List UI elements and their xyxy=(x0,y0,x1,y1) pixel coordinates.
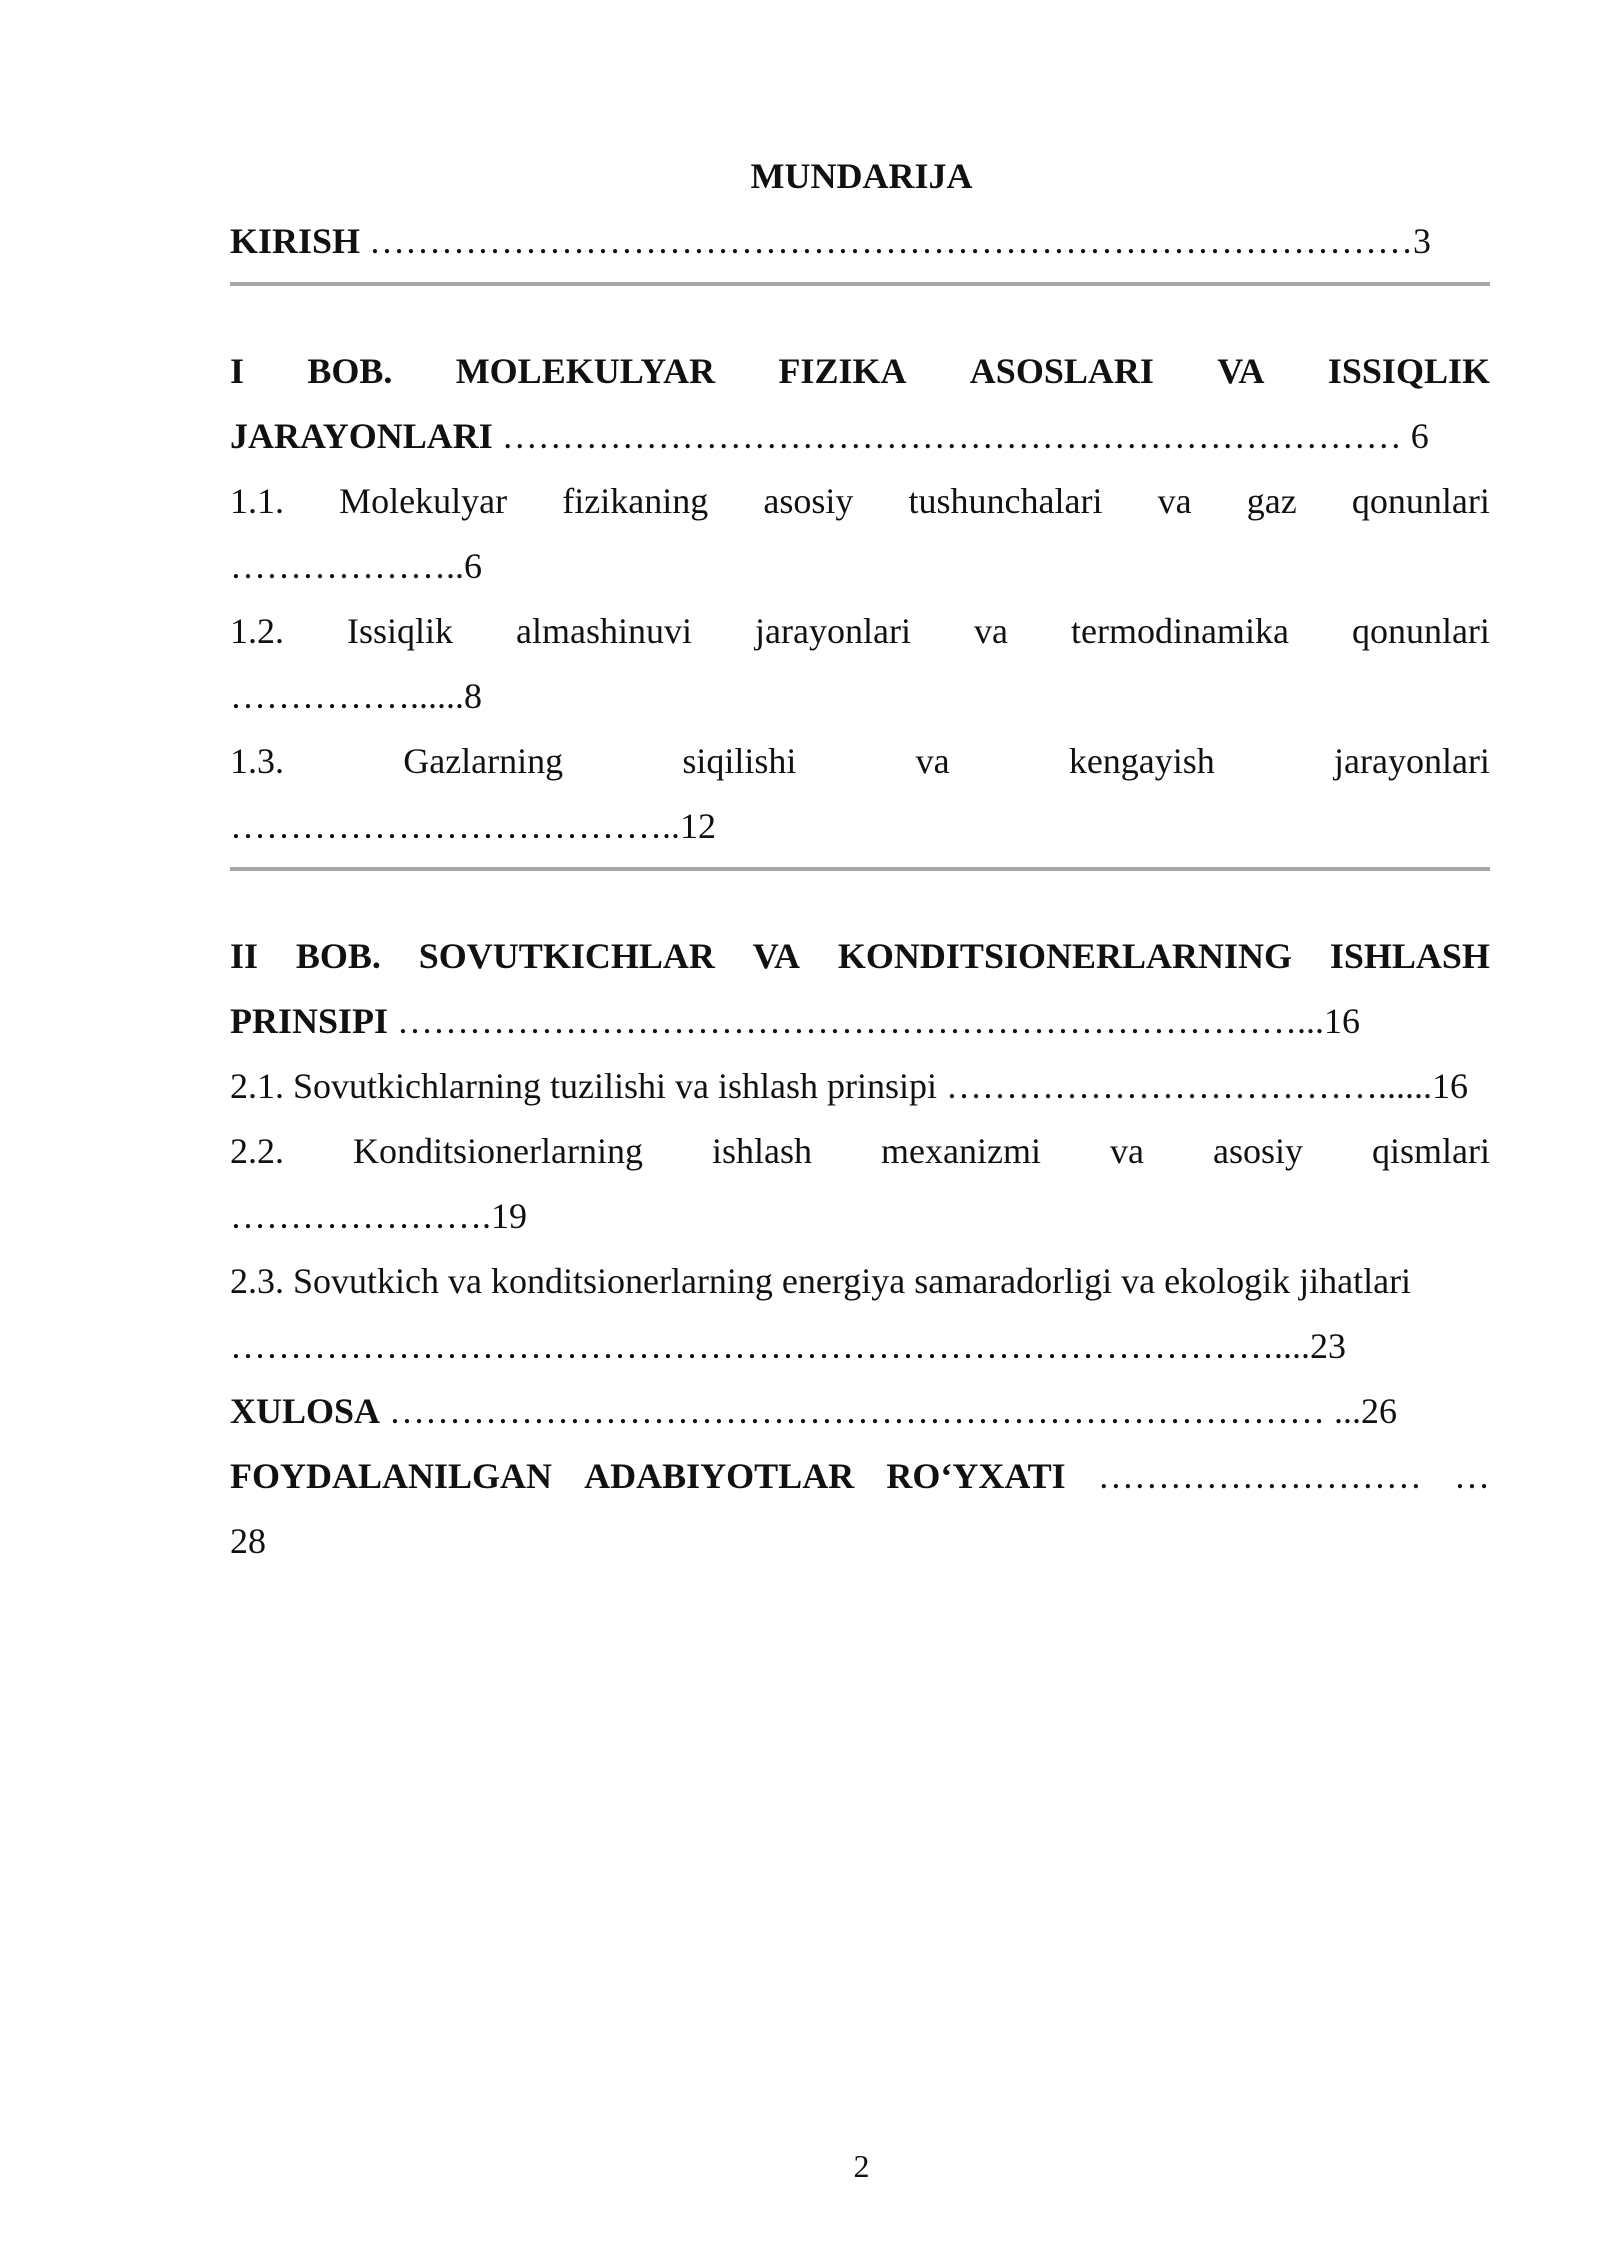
toc-entry-1-3 xyxy=(230,737,1490,785)
entry-word: qonunlari xyxy=(1351,611,1490,651)
entry-word: tushunchalari xyxy=(908,481,1103,521)
entry-word: qismlari xyxy=(1372,1131,1490,1171)
toc-entry-xulosa xyxy=(230,1387,1490,1435)
entry-word: ADABIYOTLAR xyxy=(584,1456,855,1496)
entry-word: termodinamika xyxy=(1070,611,1289,651)
heading-label: JARAYONLARI xyxy=(230,416,493,456)
entry-word: 1.2. xyxy=(230,611,284,651)
section-divider xyxy=(230,867,1490,871)
toc-dots: …………………………………………………………………………… xyxy=(369,221,1414,261)
entry-word: va xyxy=(973,611,1008,651)
entry-word: mexanizmi xyxy=(881,1131,1041,1171)
heading-word: VA xyxy=(1217,351,1265,391)
entry-word: va xyxy=(915,741,950,781)
entry-word: asosiy xyxy=(763,481,854,521)
toc-chapter-1-heading xyxy=(230,347,1490,395)
entry-word: almashinuvi xyxy=(516,611,693,651)
toc-chapter-2-heading xyxy=(230,932,1490,980)
entry-word: Issiqlik xyxy=(347,611,454,651)
heading-word: BOB. xyxy=(295,936,381,976)
heading-word: SOVUTKICHLAR xyxy=(418,936,715,976)
entry-word: siqilishi xyxy=(682,741,797,781)
toc-entry-1-1-line2: ………………..6 xyxy=(230,546,482,586)
entry-word: Gazlarning xyxy=(403,741,564,781)
toc-dots: ………………………………………………………………… xyxy=(501,416,1402,456)
entry-word: fizikaning xyxy=(562,481,709,521)
toc-dots: …………………………………………………………………... xyxy=(397,1001,1325,1041)
toc-entry-1-2 xyxy=(230,607,1490,655)
entry-word: qonunlari xyxy=(1351,481,1490,521)
heading-word: FIZIKA xyxy=(778,351,907,391)
entry-word: kengayish xyxy=(1068,741,1215,781)
toc-entry-2-2 xyxy=(230,1127,1490,1175)
entry-word: va xyxy=(1157,481,1192,521)
entry-word: 1.1. xyxy=(230,481,284,521)
entry-word: ishlash xyxy=(711,1131,812,1171)
toc-chapter-2-heading-line2 xyxy=(230,997,1490,1045)
toc-dots: …………………………………………………………………… xyxy=(389,1391,1326,1431)
section-divider xyxy=(230,282,1490,286)
heading-word: KONDITSIONERLARNING xyxy=(837,936,1292,976)
toc-entry-references xyxy=(230,1452,1490,1500)
toc-entry-2-2-line2: ………………….19 xyxy=(230,1196,527,1236)
heading-label: PRINSIPI xyxy=(230,1001,389,1041)
page-number: 2 xyxy=(853,2148,870,2184)
toc-page-number: ...26 xyxy=(1334,1391,1398,1431)
toc-entry-kirish xyxy=(230,217,1490,265)
heading-word: ISSIQLIK xyxy=(1327,351,1490,391)
toc-entry-label: XULOSA xyxy=(230,1391,381,1431)
toc-entry-1-1 xyxy=(230,477,1490,525)
entry-word: FOYDALANILGAN xyxy=(230,1456,553,1496)
toc-dots: ……………………… xyxy=(1097,1456,1422,1496)
page-title: MUNDARIJA xyxy=(750,156,973,196)
heading-word: ASOSLARI xyxy=(969,351,1154,391)
entry-word: Molekulyar xyxy=(339,481,508,521)
heading-word: II xyxy=(230,936,259,976)
heading-word: I xyxy=(230,351,245,391)
heading-word: VA xyxy=(752,936,801,976)
entry-word: gaz xyxy=(1246,481,1297,521)
toc-dots: … xyxy=(1453,1456,1490,1496)
toc-entry-2-1: 2.1. Sovutkichlarning tuzilishi va ishlash prinsipi ………………………………......16 xyxy=(230,1066,1468,1106)
toc-page-number: 16 xyxy=(1324,1001,1361,1041)
toc-entry-2-3-line2: ……………………………………………………………………………....23 xyxy=(230,1326,1346,1366)
toc-entry-1-2-line2: ……………......8 xyxy=(230,676,482,716)
toc-entry-2-3: 2.3. Sovutkich va konditsionerlarning energiya samaradorligi va ekologik jihatlari xyxy=(230,1261,1412,1301)
entry-word: RO‘YXATI xyxy=(886,1456,1066,1496)
entry-word: va xyxy=(1109,1131,1144,1171)
toc-chapter-1-heading-line2 xyxy=(230,412,1490,460)
entry-word: jarayonlari xyxy=(1334,741,1490,781)
toc-page-number: 6 xyxy=(1410,416,1429,456)
entry-word: jarayonlari xyxy=(755,611,911,651)
toc-page-number: 3 xyxy=(1413,221,1432,261)
entry-word: Konditsionerlarning xyxy=(353,1131,643,1171)
entry-word: 2.2. xyxy=(230,1131,284,1171)
heading-word: BOB. xyxy=(307,351,393,391)
toc-entry-references-page: 28 xyxy=(230,1521,266,1561)
heading-word: ISHLASH xyxy=(1329,936,1490,976)
heading-word: MOLEKULYAR xyxy=(455,351,716,391)
toc-entry-1-3-line2: ………………………………..12 xyxy=(230,806,716,846)
entry-word: 1.3. xyxy=(230,741,284,781)
toc-entry-label: KIRISH xyxy=(230,221,361,261)
entry-word: asosiy xyxy=(1212,1131,1303,1171)
